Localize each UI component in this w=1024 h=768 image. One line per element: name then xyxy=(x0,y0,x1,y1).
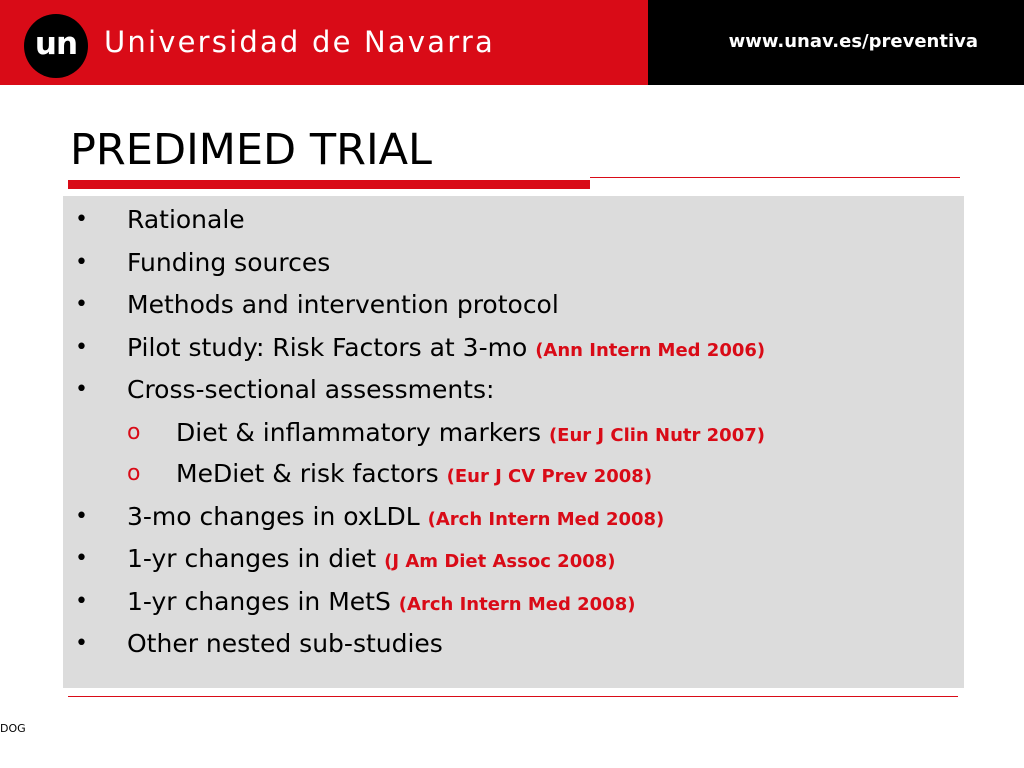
bullet-text xyxy=(176,413,765,456)
sub-bullet-circle-icon: o xyxy=(127,420,141,445)
sub-bullet-item-mediet-risk xyxy=(63,454,964,494)
bullet-label: Rationale xyxy=(127,205,245,234)
content-panel xyxy=(63,196,964,688)
citation: (Arch Intern Med 2008) xyxy=(427,509,665,530)
bullet-text xyxy=(127,243,330,286)
footer-divider xyxy=(68,696,958,697)
bullet-item-mets-changes xyxy=(63,582,964,622)
citation: (J Am Diet Assoc 2008) xyxy=(384,551,616,572)
bullet-text xyxy=(127,200,245,243)
header-banner xyxy=(0,0,1024,85)
university-logo: un xyxy=(24,14,88,78)
bullet-item-diet-changes xyxy=(63,539,964,579)
citation: (Eur J CV Prev 2008) xyxy=(446,466,653,487)
bullet-label: Diet & inflammatory markers xyxy=(176,418,549,447)
bullet-item-pilot-study xyxy=(63,328,964,368)
bullet-text xyxy=(127,285,559,328)
bullet-text xyxy=(127,624,443,667)
bullet-label: Cross-sectional assessments: xyxy=(127,375,495,404)
university-name: Universidad de Navarra xyxy=(104,25,495,59)
bullet-item-funding-sources xyxy=(63,243,964,283)
bullet-text xyxy=(127,328,765,371)
slide-title: PREDIMED TRIAL xyxy=(70,125,433,175)
bullet-label: Pilot study: Risk Factors at 3-mo xyxy=(127,333,536,362)
bullet-item-oxldl xyxy=(63,497,964,537)
bullet-dot-icon: • xyxy=(75,504,88,529)
bullet-label: 3-mo changes in oxLDL xyxy=(127,502,428,531)
bullet-item-nested-substudies xyxy=(63,624,964,664)
citation: (Ann Intern Med 2006) xyxy=(535,340,766,361)
bullet-label: 1-yr changes in diet xyxy=(127,544,385,573)
bullet-text xyxy=(127,582,635,625)
bullet-item-cross-sectional xyxy=(63,370,964,410)
bullet-dot-icon: • xyxy=(75,377,88,402)
bullet-dot-icon: • xyxy=(75,589,88,614)
bullet-label: Methods and intervention protocol xyxy=(127,290,559,319)
bullet-text xyxy=(127,539,616,582)
title-underline-thick xyxy=(68,180,590,189)
bullet-text xyxy=(127,370,494,413)
bullet-label: Funding sources xyxy=(127,248,331,277)
bullet-dot-icon: • xyxy=(75,631,88,656)
website-link[interactable]: www.unav.es/preventiva xyxy=(728,31,978,52)
bullet-label: Other nested sub-studies xyxy=(127,629,443,658)
bullet-item-rationale xyxy=(63,200,964,240)
footer-label: DOG xyxy=(0,722,26,735)
sub-bullet-item-diet-inflammatory xyxy=(63,413,964,453)
citation: (Arch Intern Med 2008) xyxy=(398,594,636,615)
bullet-text xyxy=(176,454,652,497)
citation: (Eur J Clin Nutr 2007) xyxy=(548,425,765,446)
bullet-label: 1-yr changes in MetS xyxy=(127,587,399,616)
bullet-dot-icon: • xyxy=(75,250,88,275)
bullet-item-methods xyxy=(63,285,964,325)
bullet-dot-icon: • xyxy=(75,546,88,571)
title-underline-thin xyxy=(590,177,960,178)
sub-bullet-circle-icon: o xyxy=(127,461,141,486)
bullet-dot-icon: • xyxy=(75,292,88,317)
bullet-dot-icon: • xyxy=(75,335,88,360)
bullet-text xyxy=(127,497,664,540)
bullet-dot-icon: • xyxy=(75,207,88,232)
bullet-label: MeDiet & risk factors xyxy=(176,459,447,488)
